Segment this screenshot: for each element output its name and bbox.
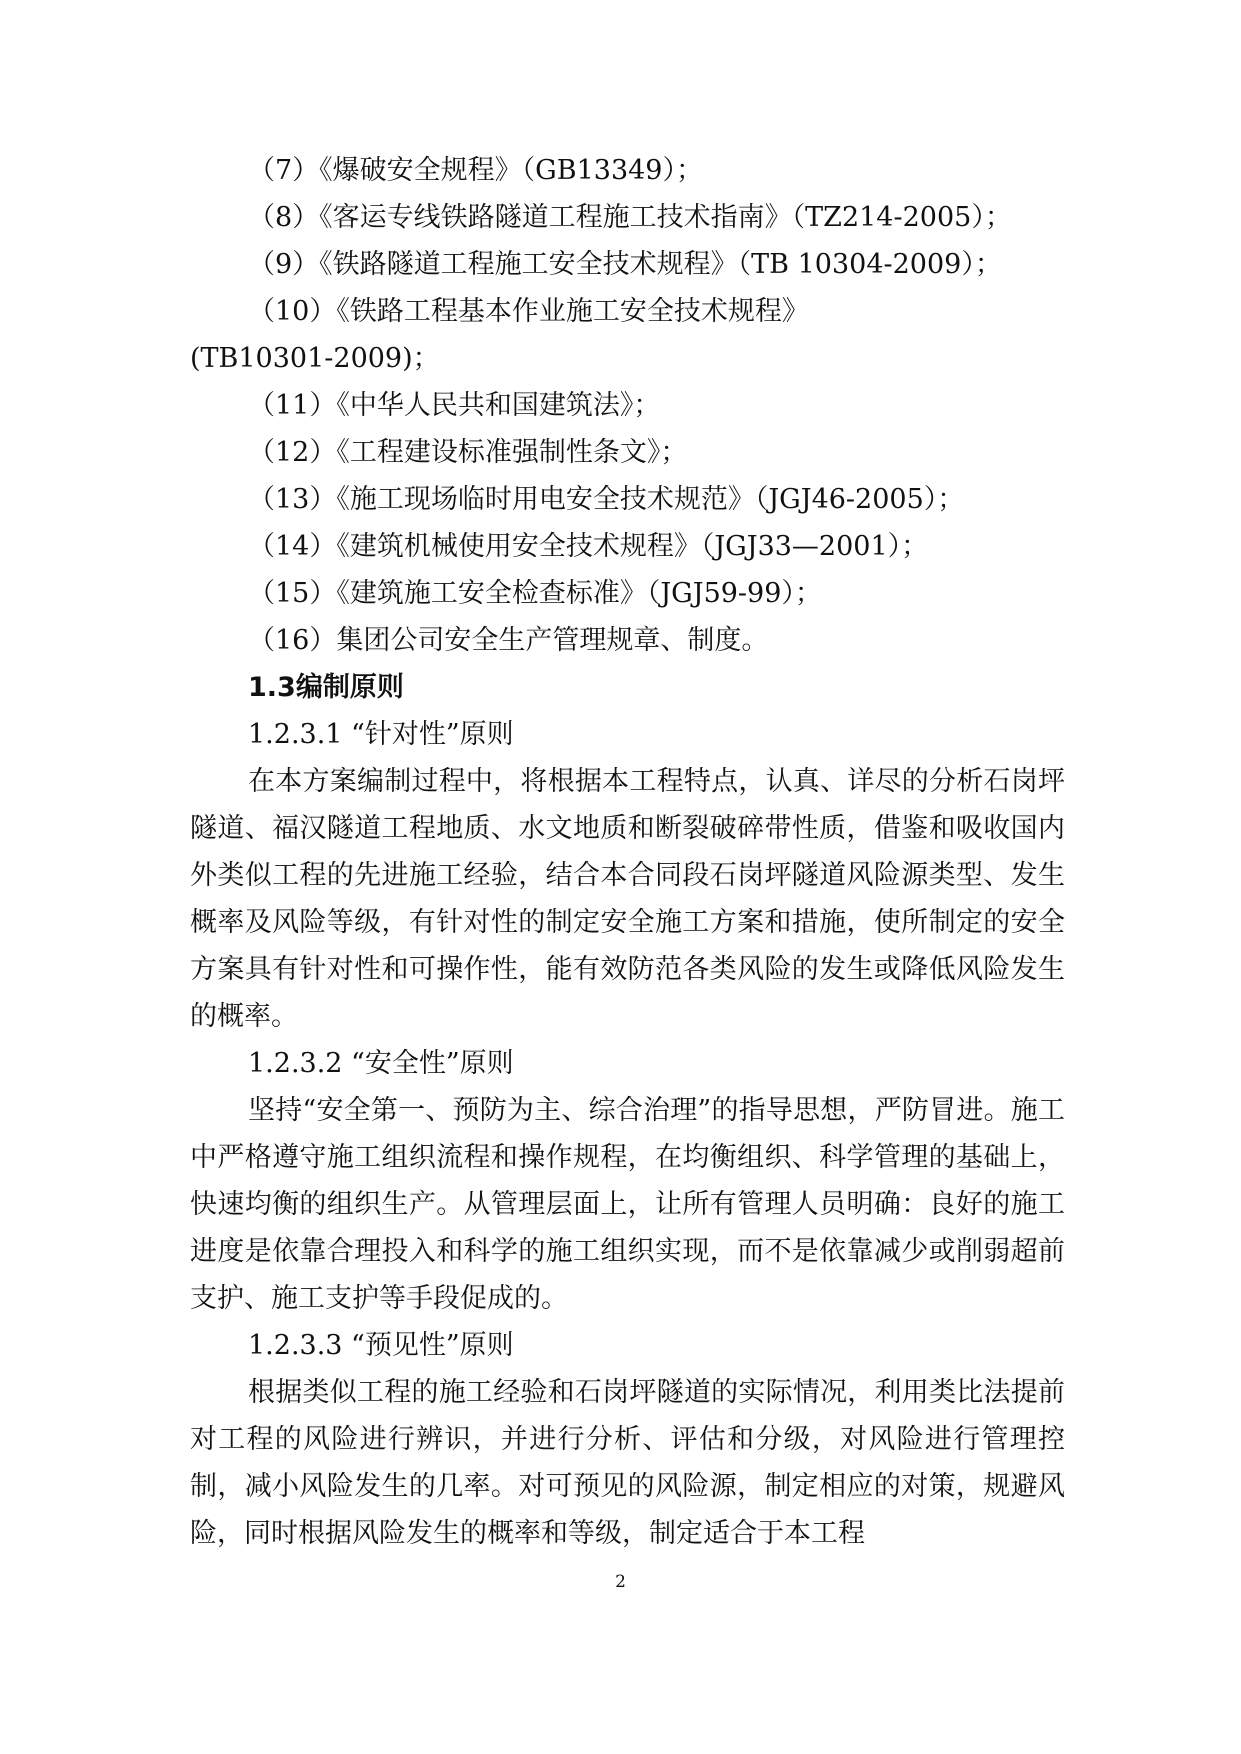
subsection-paragraph: 在本方案编制过程中，将根据本工程特点，认真、详尽的分析石岗坪隧道、福汉隧道工程地质、水文地质和断裂破碎带性质，借鉴和吸收国内外类似工程的先进施工经验，结合本合同段石岗坪隧道风险源类型、发生概率及风险等级，有针对性的制定安全施工方案和措施，使所制定的安全方案具有针对性和可操作性，能有效防范各类风险的发生或降低风险发生的概率。 xyxy=(190,766,1065,1032)
reference-item: （8）《客运专线铁路隧道工程施工技术指南》（TZ214-2005）； xyxy=(248,202,1012,233)
page-number: 2 xyxy=(615,1572,626,1592)
reference-item: （12）《工程建设标准强制性条文》； xyxy=(248,437,688,468)
page-content xyxy=(190,147,1065,1557)
subsection-title: 1.2.3.2 “安全性”原则 xyxy=(248,1048,514,1079)
subsection-paragraph: 坚持“安全第一、预防为主、综合治理”的指导思想，严防冒进。施工中严格遵守施工组织流程和操作规程，在均衡组织、科学管理的基础上，快速均衡的组织生产。从管理层面上，让所有管理人员明确：良好的施工进度是依靠合理投入和科学的施工组织实现，而不是依靠减少或削弱超前支护、施工支护等手段促成的。 xyxy=(190,1095,1065,1314)
subsection-title: 1.2.3.1 “针对性”原则 xyxy=(248,719,514,750)
subsection-title: 1.2.3.3 “预见性”原则 xyxy=(248,1330,514,1361)
reference-item: （13）《施工现场临时用电安全技术规范》（JGJ46-2005）； xyxy=(248,484,965,515)
reference-item: （11）《中华人民共和国建筑法》； xyxy=(248,390,661,421)
section-heading: 1.3编制原则 xyxy=(248,672,404,703)
reference-item: （14）《建筑机械使用安全技术规程》（JGJ33—2001）； xyxy=(248,531,929,562)
reference-item: （9）《铁路隧道工程施工安全技术规程》（TB 10304-2009）； xyxy=(248,249,1002,280)
subsection-paragraph: 根据类似工程的施工经验和石岗坪隧道的实际情况，利用类比法提前对工程的风险进行辨识，并进行分析、评估和分级，对风险进行管理控制，减小风险发生的几率。对可预见的风险源，制定相应的对策，规避风险，同时根据风险发生的概率和等级，制定适合于本工程 xyxy=(190,1377,1065,1549)
reference-item-continuation: (TB10301-2009)； xyxy=(190,343,440,374)
reference-item: （7）《爆破安全规程》（GB13349）； xyxy=(248,155,703,186)
reference-item: （10）《铁路工程基本作业施工安全技术规程》 xyxy=(248,296,809,327)
reference-item: （16）集团公司安全生产管理规章、制度。 xyxy=(248,625,769,656)
reference-item: （15）《建筑施工安全检查标准》（JGJ59-99）； xyxy=(248,578,822,609)
